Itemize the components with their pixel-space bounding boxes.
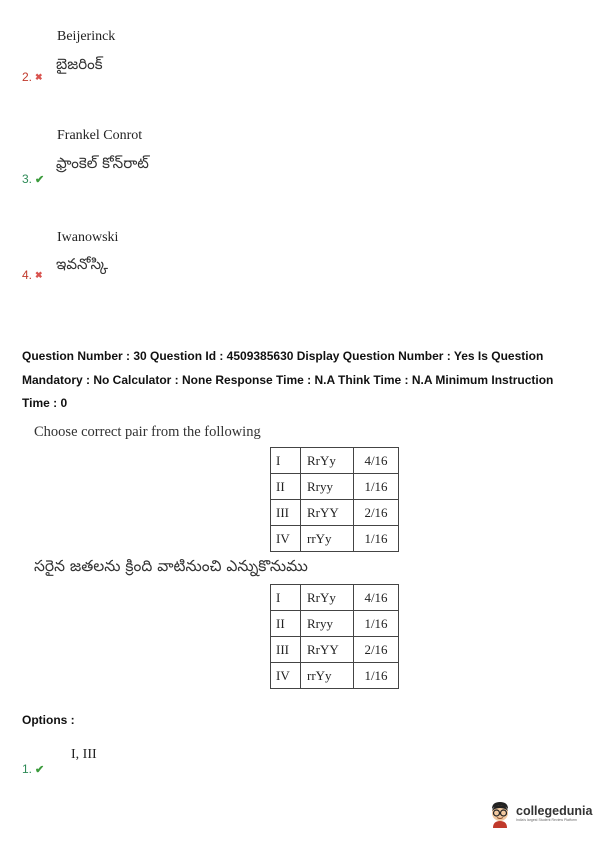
option-1-text: I, III <box>71 747 97 762</box>
table-cell: rrYy <box>301 663 354 689</box>
option-4-number <box>22 268 43 282</box>
question-meta-line: Question Number : 30 Question Id : 4509385630 Display Question Number : Yes Is Question <box>22 349 544 363</box>
table-row <box>271 474 399 500</box>
table-row <box>271 585 399 611</box>
table-cell: 1/16 <box>354 474 399 500</box>
option-1-number <box>22 762 44 776</box>
collegedunia-logo <box>488 800 592 828</box>
genotype-table-english <box>270 447 399 552</box>
table-cell: IV <box>271 663 301 689</box>
table-row <box>271 663 399 689</box>
table-row <box>271 637 399 663</box>
option-3-english: Frankel Conrot <box>57 128 143 143</box>
wrong-mark-icon: ✖ <box>35 269 43 280</box>
table-cell: III <box>271 637 301 663</box>
question-meta-line: Time : 0 <box>22 396 68 410</box>
table-cell: I <box>271 448 301 474</box>
option-number: 4. <box>22 268 33 282</box>
option-2-telugu: బైజరింక్ <box>56 55 103 73</box>
table-cell: 1/16 <box>354 611 399 637</box>
table-cell: 4/16 <box>354 585 399 611</box>
logo-text <box>516 805 592 823</box>
table-cell: RrYY <box>301 637 354 663</box>
question-meta-line: Mandatory : No Calculator : None Response Time : N.A Think Time : N.A Minimum Instruction <box>22 372 554 387</box>
table-cell: II <box>271 474 301 500</box>
table-cell: III <box>271 500 301 526</box>
table-cell: Rryy <box>301 474 354 500</box>
option-number: 2. <box>22 70 33 84</box>
option-number: 1. <box>22 762 33 776</box>
table-cell: Rryy <box>301 611 354 637</box>
logo-tagline: India's largest Student Review Platform <box>516 818 577 822</box>
question-text-english: Choose correct pair from the following <box>34 424 261 440</box>
question-text-telugu: సరైన జతలను క్రింది వాటినుంచి ఎన్నుకొనుము <box>34 557 308 575</box>
question-meta <box>22 345 582 416</box>
wrong-mark-icon: ✖ <box>35 71 43 82</box>
options-label: Options : <box>22 713 75 727</box>
table-row <box>271 500 399 526</box>
option-4-english: Iwanowski <box>57 230 119 245</box>
table-cell: RrYy <box>301 585 354 611</box>
table-row <box>271 611 399 637</box>
table-cell: 2/16 <box>354 637 399 663</box>
check-mark-icon: ✔ <box>35 173 45 186</box>
table-cell: rrYy <box>301 526 354 552</box>
option-2-english: Beijerinck <box>57 29 116 44</box>
table-row <box>271 526 399 552</box>
option-number: 3. <box>22 172 33 186</box>
table-cell: RrYY <box>301 500 354 526</box>
option-3-number <box>22 172 44 186</box>
mascot-icon <box>488 800 512 828</box>
table-cell: II <box>271 611 301 637</box>
check-mark-icon: ✔ <box>35 763 45 776</box>
table-cell: 1/16 <box>354 526 399 552</box>
table-cell: IV <box>271 526 301 552</box>
logo-name: collegedunia <box>516 804 593 818</box>
table-cell: 4/16 <box>354 448 399 474</box>
option-3-telugu: ఫ్రాంకెల్ కోన్‌రాట్ <box>56 154 149 172</box>
table-row <box>271 448 399 474</box>
table-cell: 1/16 <box>354 663 399 689</box>
option-4-telugu: ఇవనోస్కి <box>56 255 109 273</box>
table-cell: I <box>271 585 301 611</box>
option-2-number <box>22 70 43 84</box>
table-cell: RrYy <box>301 448 354 474</box>
genotype-table-telugu <box>270 584 399 689</box>
table-cell: 2/16 <box>354 500 399 526</box>
